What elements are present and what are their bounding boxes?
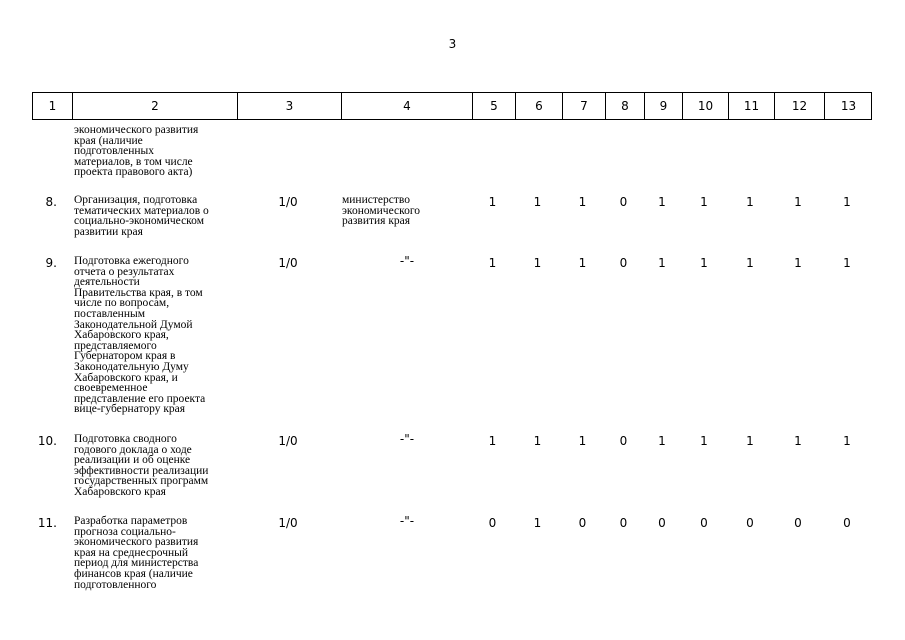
row-number: 9. [45,256,57,270]
row-value-6: 1 [533,516,542,530]
row-name: Организация, подготовка тематических материалов о социально-экономическом развитии края [74,194,209,238]
row-value-9: 1 [658,434,666,448]
row-value-9: 0 [658,516,666,530]
row-value-5: 1 [488,195,497,209]
row-responsible: -"- [399,432,415,446]
row-value-6: 1 [533,256,542,270]
row-name-continuation: экономического развития края (наличие подготовленных материалов, в том числе проекта правового акта) [74,124,199,179]
row-value-12: 0 [794,516,802,530]
header-col-6: 6 [515,93,562,119]
row-responsible: -"- [399,254,415,268]
row-value-6: 1 [533,195,542,209]
header-col-7: 7 [562,93,605,119]
row-value-11: 1 [746,434,754,448]
row-value-6: 1 [533,434,542,448]
row-name: Подготовка сводного годового доклада о ходе реализации и об оценке эффективности реализации государственных программ Хабаровского края [74,433,209,498]
row-value-5: 1 [488,434,497,448]
row-name: Разработка параметров прогноза социально- экономического развития края на среднесрочный период для министерства финансов края (наличие подготовленного [74,515,199,591]
header-col-8: 8 [605,93,644,119]
row-value-7: 0 [578,516,587,530]
row-value-7: 1 [578,195,587,209]
row-value-13: 1 [843,434,851,448]
row-responsible: министерство экономического развития края [342,194,421,228]
header-col-5: 5 [472,93,515,119]
row-value-13: 1 [843,195,851,209]
row-col3: 1/0 [278,195,298,209]
row-value-10: 1 [700,195,708,209]
header-col-2: 2 [72,93,237,119]
page-number: 3 [448,37,457,51]
header-col-12: 12 [774,93,824,119]
header-col-1: 1 [48,99,57,113]
row-value-12: 1 [794,195,802,209]
row-value-8: 0 [619,195,628,209]
row-value-8: 0 [619,256,628,270]
row-value-13: 0 [843,516,851,530]
row-value-8: 0 [619,516,628,530]
row-value-7: 1 [578,434,587,448]
row-value-11: 0 [746,516,754,530]
row-value-5: 1 [488,256,497,270]
row-value-9: 1 [658,256,666,270]
row-number: 10. [37,434,57,448]
row-value-9: 1 [658,195,666,209]
row-value-8: 0 [619,434,628,448]
header-col-4: 4 [341,93,472,119]
header-col-10: 10 [682,93,728,119]
row-value-12: 1 [794,434,802,448]
row-col3: 1/0 [278,256,298,270]
row-value-11: 1 [746,195,754,209]
row-value-11: 1 [746,256,754,270]
row-name: Подготовка ежегодного отчета о результатах деятельности Правительства края, в том числе по вопросам, поставленным Законодательной Думой Хабаровского края, представляемого Губернатором края в Законодательную Думу Хабаровского края, и своевременное представление его проекта вице-губернатору края [74,255,206,416]
row-value-12: 1 [794,256,802,270]
row-number: 11. [37,516,57,530]
row-value-10: 1 [700,256,708,270]
header-col-9: 9 [644,93,682,119]
row-value-10: 0 [700,516,708,530]
header-col-3: 3 [237,93,341,119]
row-col3: 1/0 [278,516,298,530]
row-value-7: 1 [578,256,587,270]
row-value-13: 1 [843,256,851,270]
row-col3: 1/0 [278,434,298,448]
row-number: 8. [45,195,57,209]
header-col-11: 11 [728,93,774,119]
row-value-5: 0 [488,516,497,530]
header-col-13: 13 [824,93,872,119]
row-value-10: 1 [700,434,708,448]
row-responsible: -"- [399,514,415,528]
table-header-row [32,92,872,120]
